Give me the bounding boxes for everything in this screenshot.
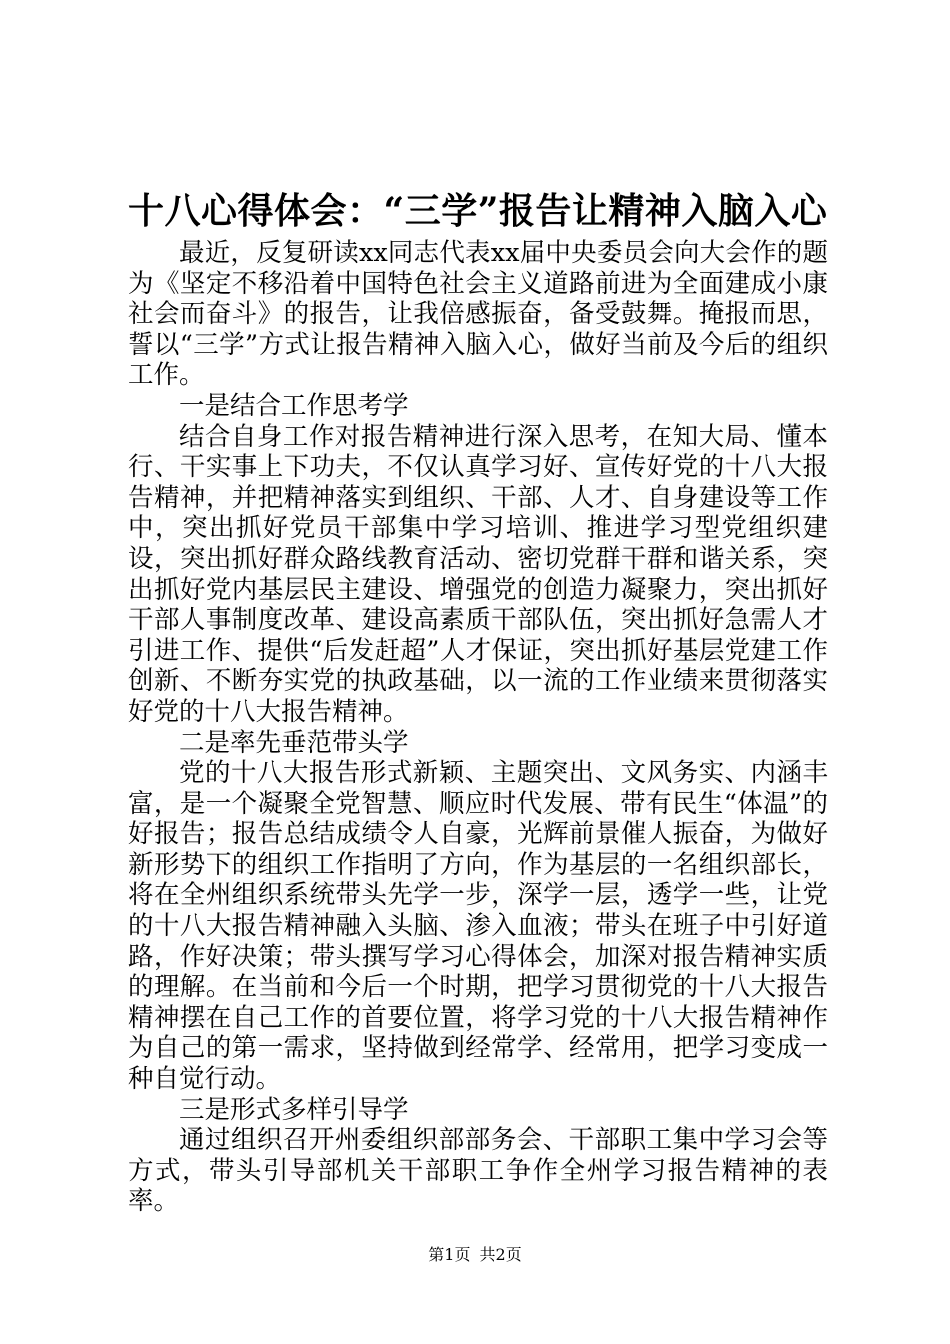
page-number-footer: 第1页 共2页: [428, 1245, 522, 1264]
paragraph-section-1: 结合自身工作对报告精神进行深入思考，在知大局、懂本行、干实事上下功夫，不仅认真学习好、宣传好党的十八大报告精神，并把精神落实到组织、干部、人才、自身建设等工作中，突出抓好党员干部集中学习培训、推进学习型党组织建设，突出抓好群众路线教育活动、密切党群干群和谐关系，突出抓好党内基层民主建设、增强党的创造力凝聚力，突出抓好干部人事制度改革、建设高素质干部队伍，突出抓好急需人才引进工作、提供“后发赶超”人才保证，突出抓好基层党建工作创新、不断夯实党的执政基础，以一流的工作业绩来贯彻落实好党的十八大报告精神。: [128, 421, 828, 727]
section-heading-3: 三是形式多样引导学: [179, 1094, 409, 1125]
section-heading-1: 一是结合工作思考学: [179, 390, 409, 421]
section-heading-2: 二是率先垂范带头学: [179, 727, 409, 758]
paragraph-section-3: 通过组织召开州委组织部部务会、干部职工集中学习会等方式，带头引导部机关干部职工争作全州学习报告精神的表率。: [128, 1125, 828, 1217]
document-title: 十八心得体会：“三学”报告让精神入脑入心: [128, 190, 828, 232]
paragraph-section-2: 党的十八大报告形式新颖、主题突出、文风务实、内涵丰富，是一个凝聚全党智慧、顺应时代发展、带有民生“体温”的好报告；报告总结成绩令人自豪，光辉前景催人振奋，为做好新形势下的组织工作指明了方向，作为基层的一名组织部长，将在全州组织系统带头先学一步，深学一层，透学一些，让党的十八大报告精神融入头脑、渗入血液；带头在班子中引好道路，作好决策；带头撰写学习心得体会，加深对报告精神实质的理解。在当前和今后一个时期，把学习贯彻党的十八大报告精神摆在自己工作的首要位置，将学习党的十八大报告精神作为自己的第一需求，坚持做到经常学、经常用，把学习变成一种自觉行动。: [128, 758, 828, 1095]
document-body: [128, 238, 828, 1217]
paragraph-intro: 最近，反复研读xx同志代表xx届中央委员会向大会作的题为《坚定不移沿着中国特色社会主义道路前进为全面建成小康社会而奋斗》的报告，让我倍感振奋，备受鼓舞。掩报而思，誓以“三学”方式让报告精神入脑入心，做好当前及今后的组织工作。: [128, 238, 828, 391]
